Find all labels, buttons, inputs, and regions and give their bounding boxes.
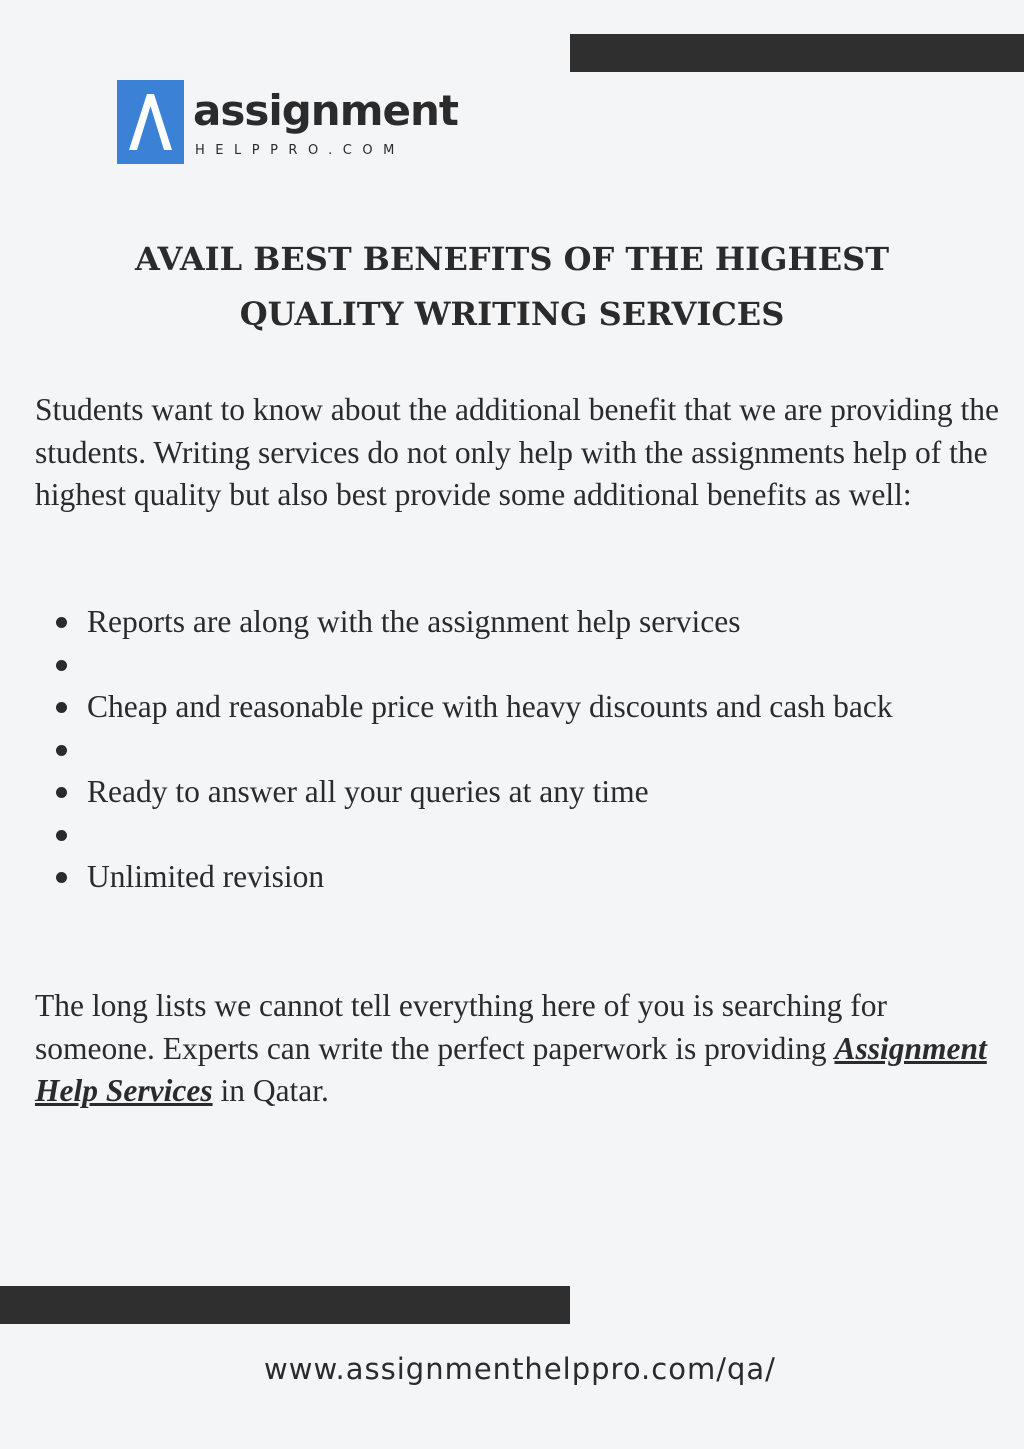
logo[interactable] bbox=[117, 80, 458, 164]
title-line-1: AVAIL BEST BENEFITS OF THE HIGHEST bbox=[135, 240, 889, 278]
logo-text bbox=[193, 80, 458, 164]
list-item-empty bbox=[87, 644, 1024, 687]
assignment-help-services-link[interactable]: Assignment Help Services bbox=[35, 1030, 987, 1108]
list-item: Unlimited revision bbox=[87, 856, 1024, 899]
list-item: Ready to answer all your queries at any time bbox=[87, 771, 1024, 814]
outro-paragraph bbox=[35, 985, 995, 1113]
footer-url[interactable]: www.assignmenthelppro.com/qa/ bbox=[264, 1352, 776, 1386]
logo-subtitle: HELPPRO.COM bbox=[195, 143, 405, 158]
logo-word: assignment bbox=[193, 86, 458, 135]
bottom-decor-bar bbox=[0, 1286, 570, 1324]
top-decor-bar bbox=[570, 34, 1024, 72]
list-item-empty bbox=[87, 814, 1024, 857]
list-item: Reports are along with the assignment help services bbox=[87, 601, 1024, 644]
page-title bbox=[100, 232, 924, 342]
title-line-2: QUALITY WRITING SERVICES bbox=[239, 295, 785, 333]
benefits-list bbox=[35, 601, 1024, 899]
list-item-empty bbox=[87, 729, 1024, 772]
outro-text-before: The long lists we cannot tell everything here of you is searching for someone. Experts can write the perfect paperwork is providing bbox=[35, 988, 888, 1066]
logo-caret-icon bbox=[117, 80, 184, 164]
intro-paragraph: Students want to know about the additional benefit that we are providing the students. Writing services do not only help with the assignments help of the highest quality but also best provide some additional benefits as well: bbox=[35, 392, 1000, 512]
list-item: Cheap and reasonable price with heavy discounts and cash back bbox=[87, 686, 1024, 729]
outro-text-after: in Qatar. bbox=[212, 1073, 329, 1108]
